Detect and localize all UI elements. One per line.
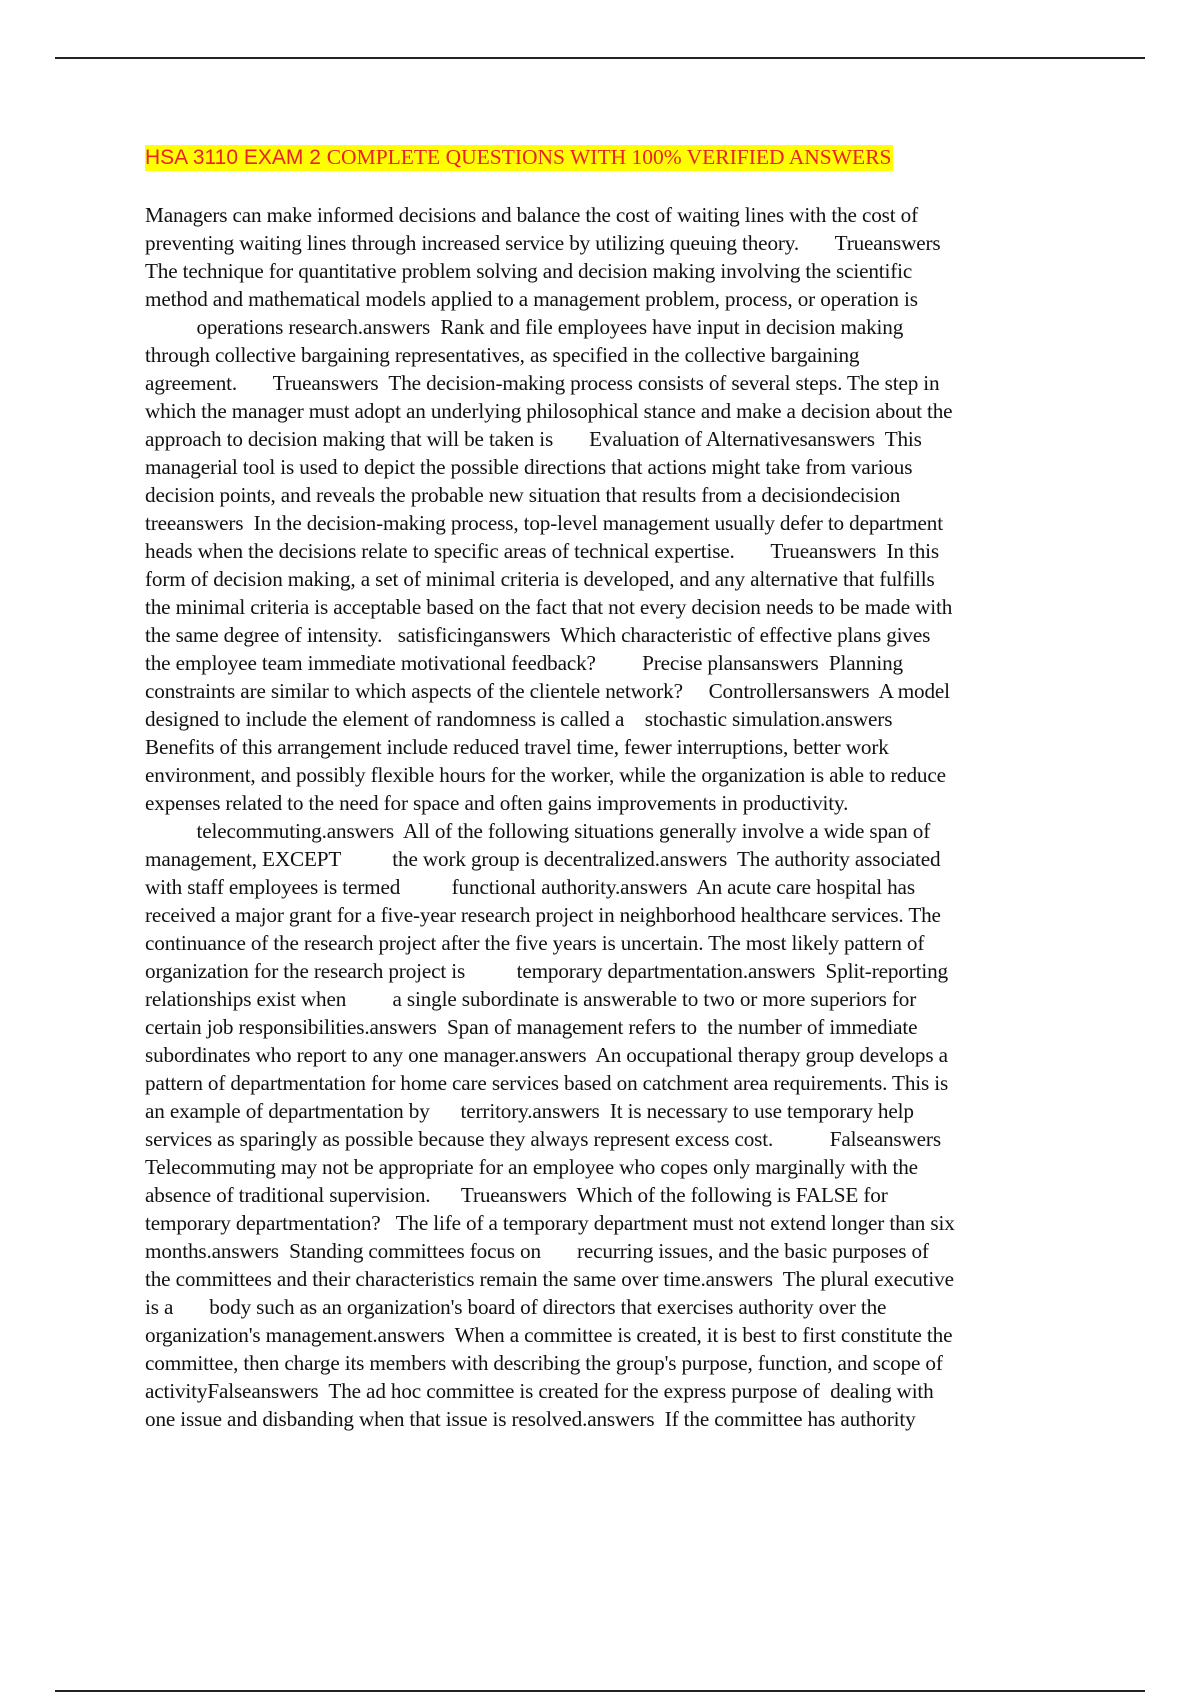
title-course-code: HSA 3110 EXAM 2 <box>145 146 321 169</box>
body-line: organization's management.answers When a committee is created, it is best to first constitute the <box>145 1323 953 1347</box>
body-line: months.answers Standing committees focus on recurring issues, and the basic purposes of <box>145 1239 929 1263</box>
body-line: which the manager must adopt an underlying philosophical stance and make a decision about the <box>145 399 953 423</box>
body-line: through collective bargaining representatives, as specified in the collective bargaining <box>145 343 860 367</box>
body-line: certain job responsibilities.answers Span of management refers to the number of immediate <box>145 1015 918 1039</box>
top-rule <box>55 57 1145 59</box>
body-line: the committees and their characteristics remain the same over time.answers The plural executive <box>145 1267 954 1291</box>
document-body <box>145 201 1090 1433</box>
body-line: expenses related to the need for space and often gains improvements in productivity. <box>145 791 849 815</box>
body-line: managerial tool is used to depict the possible directions that actions might take from various <box>145 455 913 479</box>
body-line: Telecommuting may not be appropriate for an employee who copes only marginally with the <box>145 1155 918 1179</box>
body-line: is a body such as an organization's board of directors that exercises authority over the <box>145 1295 887 1319</box>
body-line: designed to include the element of randomness is called a stochastic simulation.answers <box>145 707 893 731</box>
page-title <box>145 144 893 171</box>
body-line: management, EXCEPT the work group is decentralized.answers The authority associated <box>145 847 941 871</box>
body-line: operations research.answers Rank and file employees have input in decision making <box>145 315 904 339</box>
body-line: The technique for quantitative problem solving and decision making involving the scientific <box>145 259 913 283</box>
body-line: committee, then charge its members with describing the group's purpose, function, and scope of <box>145 1351 943 1375</box>
body-line: services as sparingly as possible because they always represent excess cost. Falseanswers <box>145 1127 941 1151</box>
body-line: continuance of the research project after the five years is uncertain. The most likely pattern of <box>145 931 925 955</box>
body-line: method and mathematical models applied to a management problem, process, or operation is <box>145 287 918 311</box>
body-line: agreement. Trueanswers The decision-making process consists of several steps. The step in <box>145 371 940 395</box>
body-line: subordinates who report to any one manager.answers An occupational therapy group develops a <box>145 1043 948 1067</box>
body-line: pattern of departmentation for home care services based on catchment area requirements. This is <box>145 1071 949 1095</box>
body-line: Benefits of this arrangement include reduced travel time, fewer interruptions, better work <box>145 735 889 759</box>
body-line: preventing waiting lines through increased service by utilizing queuing theory. Trueanswers <box>145 231 941 255</box>
body-line: absence of traditional supervision. Trueanswers Which of the following is FALSE for <box>145 1183 888 1207</box>
title-highlight <box>145 145 893 171</box>
body-line: telecommuting.answers All of the following situations generally involve a wide span of <box>145 819 931 843</box>
body-line: activityFalseanswers The ad hoc committee is created for the express purpose of dealing with <box>145 1379 934 1403</box>
body-line: one issue and disbanding when that issue is resolved.answers If the committee has authority <box>145 1407 916 1431</box>
body-line: decision points, and reveals the probable new situation that results from a decisiondecision <box>145 483 901 507</box>
body-line: the employee team immediate motivational feedback? Precise plansanswers Planning <box>145 651 903 675</box>
body-line: the same degree of intensity. satisficinganswers Which characteristic of effective plans gives <box>145 623 931 647</box>
body-line: temporary departmentation? The life of a temporary department must not extend longer than six <box>145 1211 955 1235</box>
body-line: constraints are similar to which aspects of the clientele network? Controllersanswers A model <box>145 679 950 703</box>
body-line: the minimal criteria is acceptable based on the fact that not every decision needs to be made with <box>145 595 953 619</box>
body-line: form of decision making, a set of minimal criteria is developed, and any alternative that fulfills <box>145 567 935 591</box>
title-subtitle: COMPLETE QUESTIONS WITH 100% VERIFIED ANSWERS <box>326 145 892 169</box>
body-line: an example of departmentation by territory.answers It is necessary to use temporary help <box>145 1099 914 1123</box>
body-line: relationships exist when a single subordinate is answerable to two or more superiors for <box>145 987 917 1011</box>
body-line: environment, and possibly flexible hours for the worker, while the organization is able to reduce <box>145 763 946 787</box>
body-line: treeanswers In the decision-making process, top-level management usually defer to department <box>145 511 943 535</box>
body-line: heads when the decisions relate to specific areas of technical expertise. Trueanswers In this <box>145 539 939 563</box>
bottom-rule <box>55 1690 1145 1692</box>
body-line: approach to decision making that will be taken is Evaluation of Alternativesanswers This <box>145 427 922 451</box>
body-line: organization for the research project is temporary departmentation.answers Split-reporting <box>145 959 949 983</box>
body-line: received a major grant for a five-year research project in neighborhood healthcare services. The <box>145 903 941 927</box>
body-line: with staff employees is termed functional authority.answers An acute care hospital has <box>145 875 915 899</box>
body-line: Managers can make informed decisions and balance the cost of waiting lines with the cost of <box>145 203 918 227</box>
